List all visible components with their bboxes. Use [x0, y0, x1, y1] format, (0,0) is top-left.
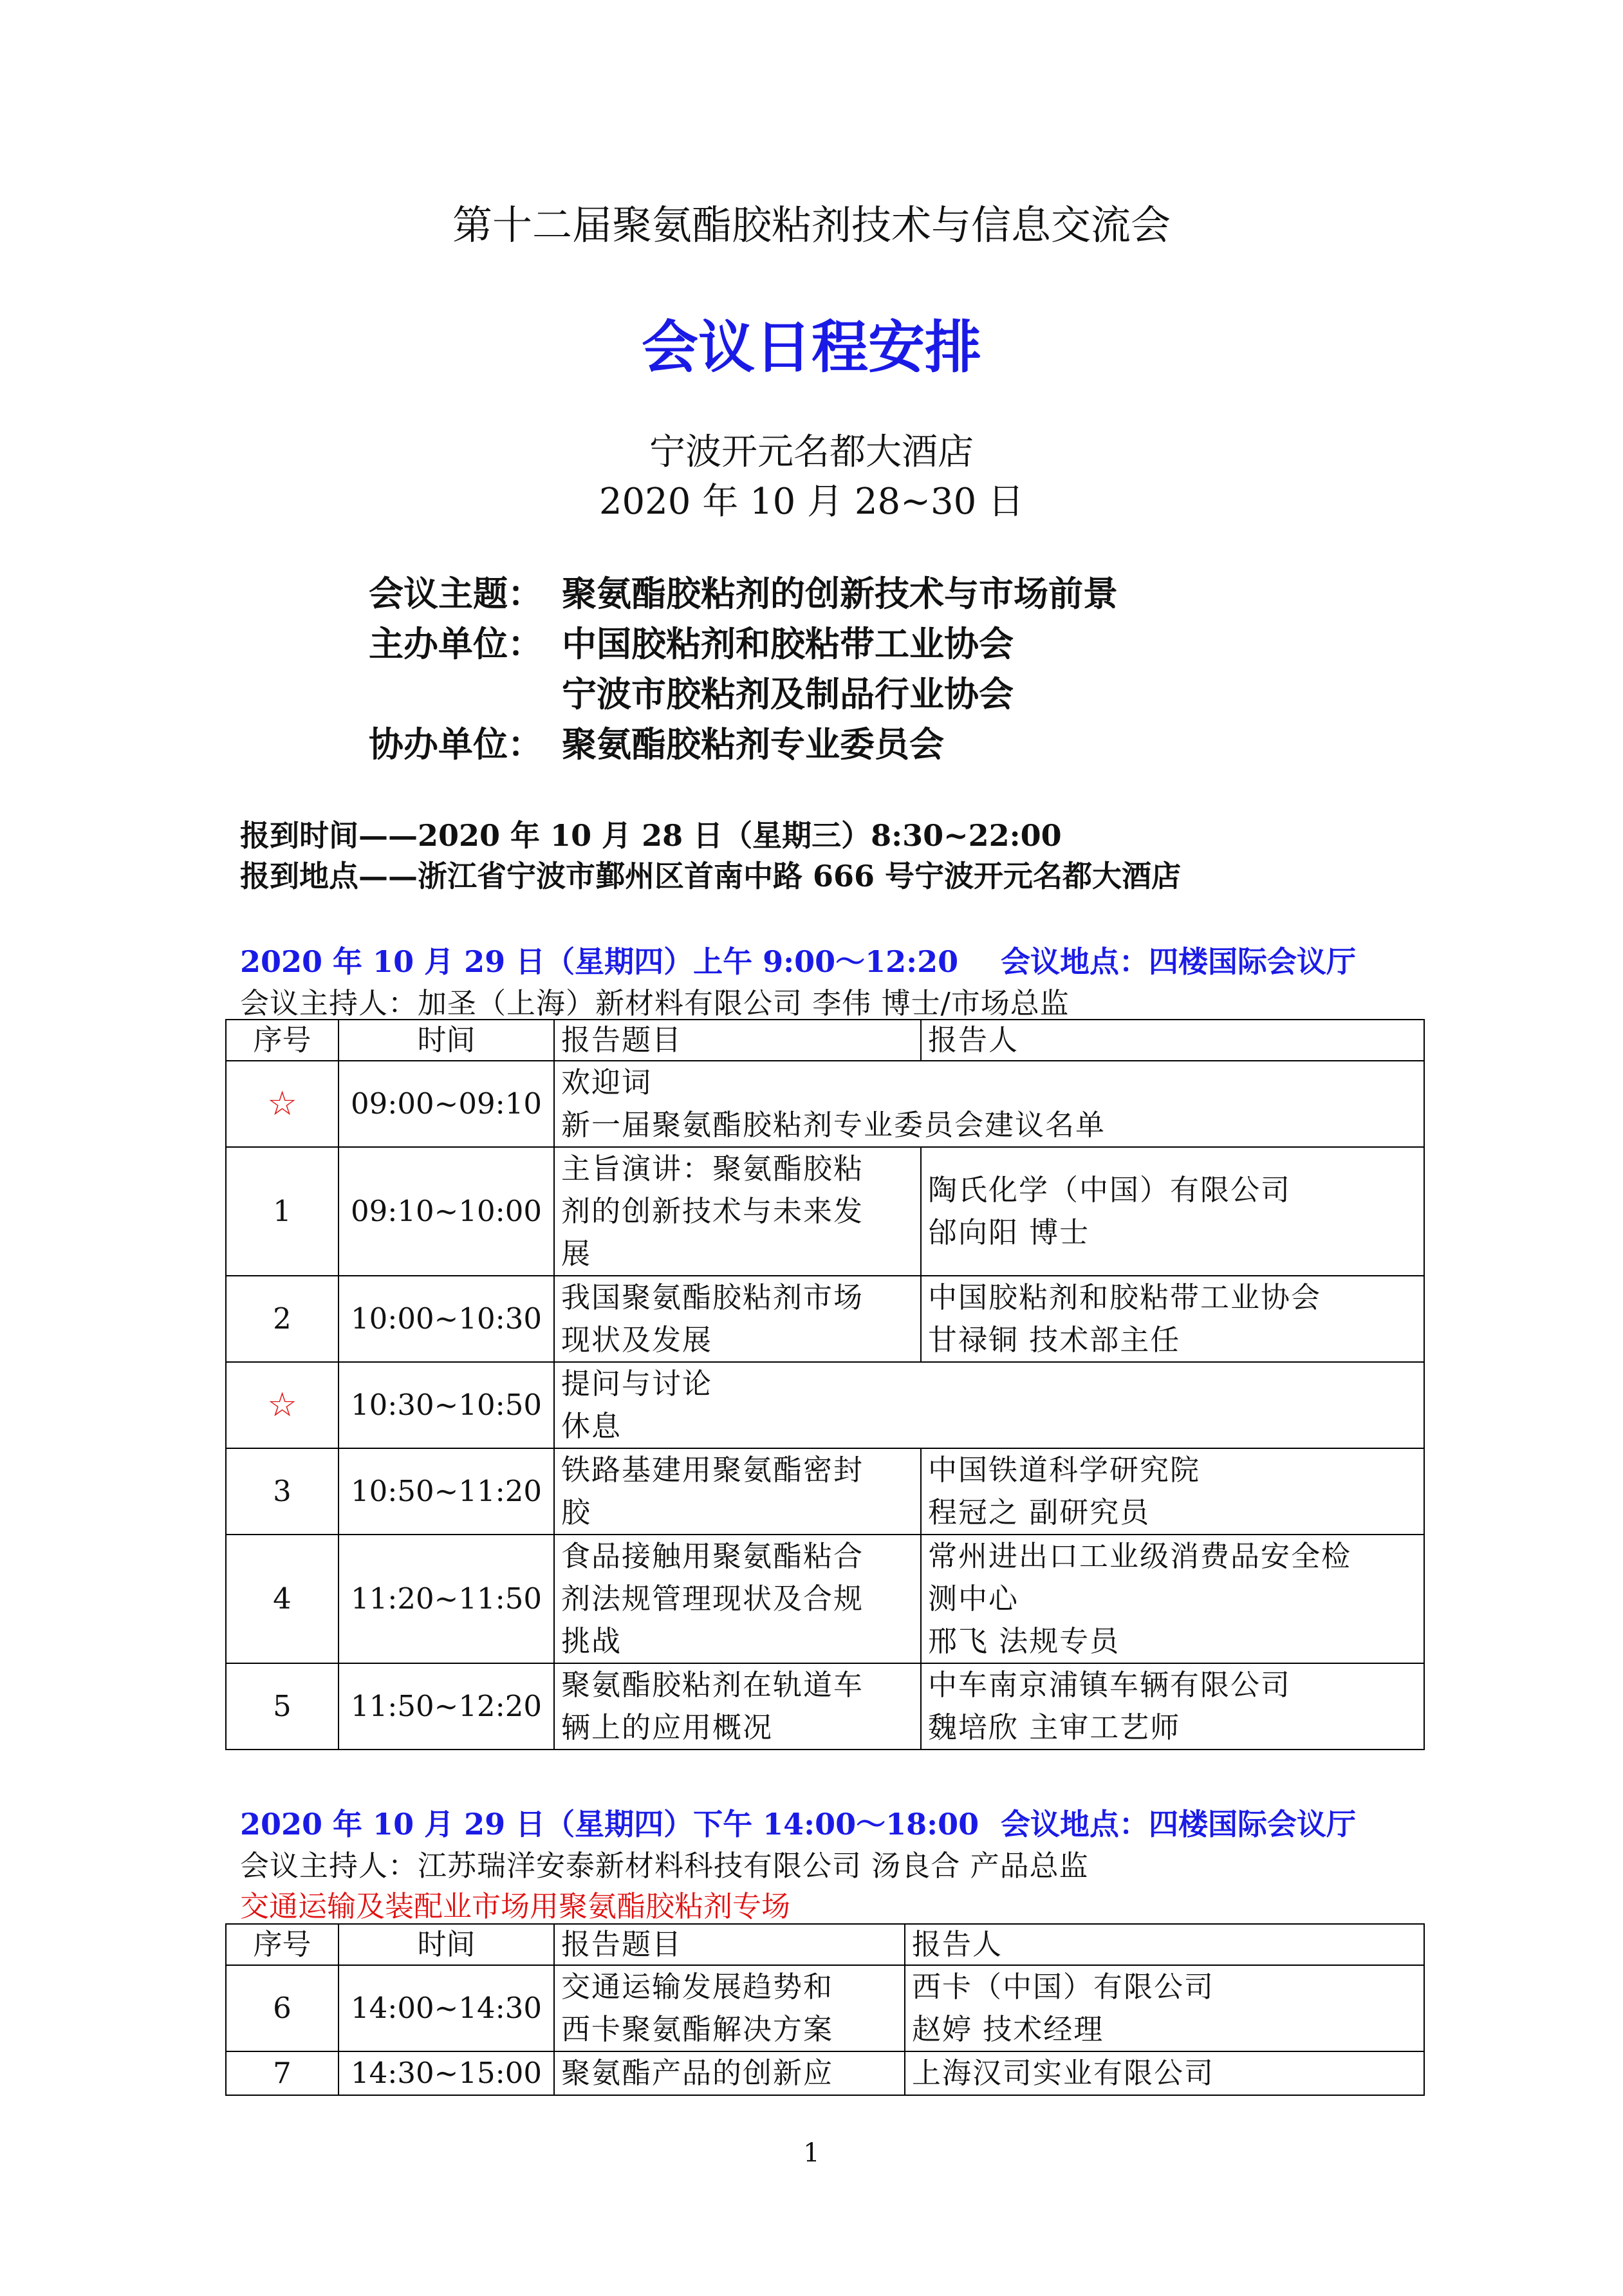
page-number: 1 — [803, 2138, 820, 2168]
schedule-title: 会议日程安排 — [641, 314, 981, 380]
session2-header — [240, 1801, 1356, 1843]
session1-location: 会议地点：四楼国际会议厅 — [1001, 944, 1356, 979]
topic-line: 挑战 — [561, 1624, 622, 1658]
time-header: 时间 — [339, 1020, 554, 1061]
no-header: 序号 — [226, 1020, 339, 1061]
row-speaker — [921, 1276, 1424, 1362]
row-time: 11:50~12:20 — [339, 1663, 554, 1750]
session2-table — [225, 1923, 1425, 2096]
table-row — [226, 1276, 1424, 1362]
topic-line: 我国聚氨酯胶粘剂市场 — [561, 1280, 864, 1314]
session2-title: 2020 年 10 月 29 日（星期四）下午 14:00～18:00 — [240, 1807, 979, 1842]
table-row — [226, 2051, 1424, 2095]
row-time: 09:00~09:10 — [339, 1061, 554, 1147]
registration-time: 报到时间——2020 年 10 月 28 日（星期三）8:30~22:00 — [240, 818, 1062, 853]
table-row — [226, 1362, 1424, 1448]
speaker-line: 中车南京浦镇车辆有限公司 — [928, 1668, 1292, 1702]
row-topic — [554, 2051, 905, 2095]
row-time: 10:50~11:20 — [339, 1448, 554, 1535]
topic-line: 欢迎词 — [561, 1065, 653, 1099]
topic-line: 辆上的应用概况 — [561, 1710, 774, 1744]
no-header: 序号 — [226, 1924, 339, 1965]
row-number: 2 — [226, 1276, 339, 1362]
speaker-line: 西卡（中国）有限公司 — [912, 1970, 1215, 2004]
topic-header: 报告题目 — [554, 1020, 921, 1061]
topic-line: 新一届聚氨酯胶粘剂专业委员会建议名单 — [561, 1108, 1106, 1142]
organizer-line — [369, 617, 1014, 666]
organizer-key: 主办单位： — [369, 623, 543, 664]
row-topic — [554, 1663, 921, 1750]
table-header-row — [226, 1020, 1424, 1061]
organizer-value-1: 中国胶粘剂和胶粘带工业协会 — [562, 623, 1014, 664]
topic-line: 胶 — [561, 1495, 592, 1529]
table-row — [226, 1663, 1424, 1750]
row-time: 14:00~14:30 — [339, 1965, 554, 2051]
speaker-line: 邢飞 法规专员 — [928, 1624, 1120, 1658]
row-time: 09:10~10:00 — [339, 1147, 554, 1276]
speaker-line: 程冠之 副研究员 — [928, 1495, 1151, 1529]
row-topic — [554, 1147, 921, 1276]
topic-line: 剂法规管理现状及合规 — [561, 1582, 864, 1616]
speaker-header: 报告人 — [905, 1924, 1424, 1965]
session1-host: 会议主持人：加圣（上海）新材料有限公司 李伟 博士/市场总监 — [240, 986, 1070, 1020]
row-topic — [554, 1276, 921, 1362]
registration-place: 报到地点——浙江省宁波市鄞州区首南中路 666 号宁波开元名都大酒店 — [240, 859, 1182, 893]
speaker-line: 赵婷 技术经理 — [912, 2012, 1104, 2046]
topic-line: 剂的创新技术与未来发 — [561, 1194, 864, 1228]
row-speaker — [921, 1448, 1424, 1535]
row-speaker — [921, 1147, 1424, 1276]
speaker-line: 中国铁道科学研究院 — [928, 1453, 1201, 1487]
speaker-line: 中国胶粘剂和胶粘带工业协会 — [928, 1280, 1322, 1314]
row-number: 5 — [226, 1663, 339, 1750]
table-header-row — [226, 1924, 1424, 1965]
row-time: 11:20~11:50 — [339, 1535, 554, 1663]
organizer-line-2 — [369, 667, 1014, 716]
row-time: 14:30~15:00 — [339, 2051, 554, 2095]
row-speaker — [921, 1663, 1424, 1750]
topic-line: 现状及发展 — [561, 1323, 713, 1357]
row-number: 6 — [226, 1965, 339, 2051]
theme-line — [369, 566, 1118, 616]
speaker-line: 上海汉司实业有限公司 — [912, 2056, 1215, 2090]
row-number: 7 — [226, 2051, 339, 2095]
row-time: 10:00~10:30 — [339, 1276, 554, 1362]
session1-header — [240, 938, 1356, 981]
row-topic — [554, 1448, 921, 1535]
venue-name: 宁波开元名都大酒店 — [649, 431, 974, 473]
row-speaker — [905, 1965, 1424, 2051]
row-topic — [554, 1061, 1424, 1147]
topic-line: 休息 — [561, 1409, 622, 1443]
session2-special-track: 交通运输及装配业市场用聚氨酯胶粘剂专场 — [240, 1889, 791, 1923]
table-row — [226, 1535, 1424, 1663]
topic-line: 交通运输发展趋势和 — [561, 1970, 834, 2004]
topic-line: 展 — [561, 1237, 592, 1271]
row-number: 3 — [226, 1448, 339, 1535]
session1-table — [225, 1019, 1425, 1750]
co-organizer-line — [369, 717, 944, 767]
session1-title: 2020 年 10 月 29 日（星期四）上午 9:00～12:20 — [240, 944, 959, 979]
topic-line: 提问与讨论 — [561, 1367, 713, 1401]
speaker-line: 甘禄铜 技术部主任 — [928, 1323, 1181, 1357]
session2-location: 会议地点：四楼国际会议厅 — [1001, 1807, 1356, 1842]
co-organizer-key: 协办单位： — [369, 723, 543, 765]
table-row — [226, 1147, 1424, 1276]
time-header: 时间 — [339, 1924, 554, 1965]
conference-title: 第十二届聚氨酯胶粘剂技术与信息交流会 — [452, 201, 1171, 248]
co-organizer-value: 聚氨酯胶粘剂专业委员会 — [562, 723, 944, 765]
topic-line: 聚氨酯产品的创新应 — [561, 2056, 834, 2090]
speaker-line: 邰向阳 博士 — [928, 1215, 1090, 1249]
topic-line: 铁路基建用聚氨酯密封 — [561, 1453, 864, 1487]
speaker-line: 陶氏化学（中国）有限公司 — [928, 1173, 1292, 1207]
speaker-line: 常州进出口工业级消费品安全检 — [928, 1539, 1352, 1573]
topic-header: 报告题目 — [554, 1924, 905, 1965]
topic-line: 聚氨酯胶粘剂在轨道车 — [561, 1668, 864, 1702]
star-icon: ☆ — [226, 1061, 339, 1147]
topic-line: 主旨演讲：聚氨酯胶粘 — [561, 1152, 864, 1186]
conference-dates: 2020 年 10 月 28~30 日 — [598, 481, 1025, 523]
row-speaker — [905, 2051, 1424, 2095]
row-number: 1 — [226, 1147, 339, 1276]
table-row — [226, 1965, 1424, 2051]
star-icon: ☆ — [226, 1362, 339, 1448]
row-time: 10:30~10:50 — [339, 1362, 554, 1448]
theme-key: 会议主题： — [369, 573, 543, 614]
topic-line: 西卡聚氨酯解决方案 — [561, 2012, 834, 2046]
organizer-value-2: 宁波市胶粘剂及制品行业协会 — [562, 673, 1014, 714]
table-row — [226, 1061, 1424, 1147]
row-speaker — [921, 1535, 1424, 1663]
table-row — [226, 1448, 1424, 1535]
speaker-line: 测中心 — [928, 1582, 1019, 1616]
row-topic — [554, 1535, 921, 1663]
row-topic — [554, 1362, 1424, 1448]
speaker-header: 报告人 — [921, 1020, 1424, 1061]
theme-value: 聚氨酯胶粘剂的创新技术与市场前景 — [562, 573, 1118, 614]
topic-line: 食品接触用聚氨酯粘合 — [561, 1539, 864, 1573]
row-topic — [554, 1965, 905, 2051]
row-number: 4 — [226, 1535, 339, 1663]
speaker-line: 魏培欣 主审工艺师 — [928, 1710, 1181, 1744]
session2-host: 会议主持人：江苏瑞洋安泰新材料科技有限公司 汤良合 产品总监 — [240, 1849, 1089, 1883]
